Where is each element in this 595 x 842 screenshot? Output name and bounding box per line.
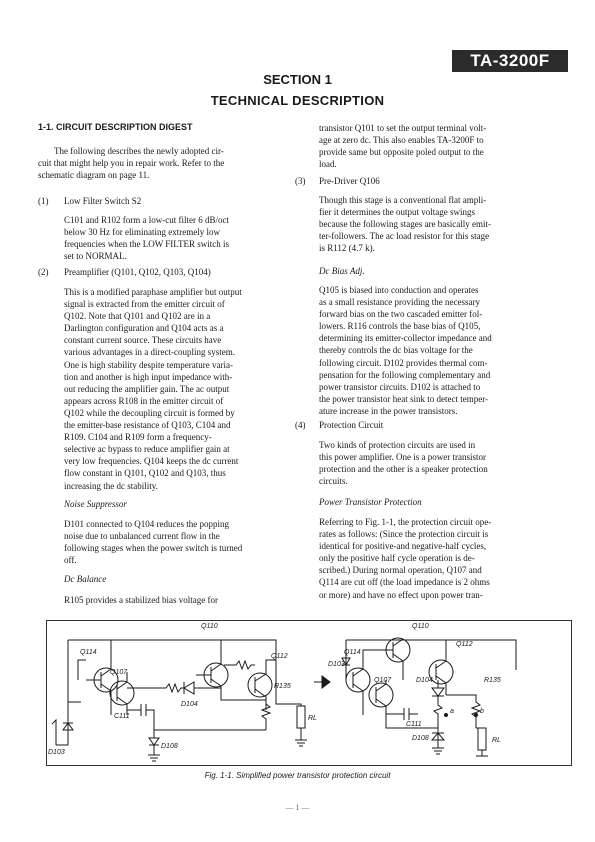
text-line: Q105 is biased into conduction and operates bbox=[319, 285, 479, 295]
text-line: off. bbox=[64, 555, 77, 566]
label-rl: RL bbox=[492, 737, 501, 744]
text-line: Though this stage is a conventional flat ampli- bbox=[319, 195, 487, 205]
text-line: noise due to unbalanced current flow in the bbox=[64, 531, 220, 542]
label-d108: D108 bbox=[161, 743, 178, 750]
text-line: because the following stages are basically emit- bbox=[319, 219, 491, 230]
resistor-rl bbox=[478, 728, 486, 750]
item-number: (1) bbox=[38, 196, 49, 206]
text-line: rates as follows: (Since the protection circuit is bbox=[319, 529, 489, 540]
continuation-paragraph bbox=[319, 122, 557, 170]
text-line: below 30 Hz for eliminating extremely low bbox=[64, 227, 220, 238]
text-line: This is a modified paraphase amplifier but output bbox=[64, 287, 242, 297]
bias-heading: Dc Bias Adj. bbox=[319, 266, 365, 276]
item-heading: Low Filter Switch S2 bbox=[64, 196, 142, 206]
text-line: cuit that might help you in repair work. Refer to the bbox=[38, 158, 225, 169]
text-line: The following describes the newly adopted cir- bbox=[54, 146, 224, 156]
text-line: tion and another is high input impedance with- bbox=[64, 371, 233, 382]
text-line: Referring to Fig. 1-1, the protection circuit ope- bbox=[319, 517, 492, 527]
text-line: fier it determines the output voltage swings bbox=[319, 207, 475, 218]
text-line: ature increase in the power transistors. bbox=[319, 405, 458, 416]
noise-heading: Noise Suppressor bbox=[64, 499, 127, 509]
noise-paragraph bbox=[64, 518, 268, 566]
text-line: only the positive half cycle operation is de- bbox=[319, 553, 475, 564]
label-d104: D104 bbox=[181, 701, 198, 708]
capacitor-c111 bbox=[386, 708, 418, 720]
resistor-r135 bbox=[262, 700, 270, 730]
item-heading: Preamplifier (Q101, Q102, Q103, Q104) bbox=[64, 267, 211, 277]
label-q110: Q110 bbox=[412, 623, 429, 630]
text-line: or more) and have no effect upon power tran- bbox=[319, 589, 483, 600]
label-q112: Q112 bbox=[456, 641, 473, 648]
label-d103: D103 bbox=[48, 749, 65, 756]
item-heading: Pre-Driver Q106 bbox=[319, 176, 380, 186]
text-line: load. bbox=[319, 159, 337, 170]
item-number: (3) bbox=[295, 176, 306, 186]
protection-circuit-schematic bbox=[46, 620, 572, 766]
diode-d104 bbox=[184, 682, 194, 694]
transistor-q107 bbox=[369, 683, 393, 707]
model-badge: TA-3200F bbox=[452, 50, 568, 72]
protection-heading: Power Transistor Protection bbox=[319, 497, 422, 507]
label-q107: Q107 bbox=[110, 669, 128, 676]
text-line: as a small resistance providing the necessary bbox=[319, 297, 480, 308]
text-line: increasing the dc stability. bbox=[64, 480, 158, 491]
text-line: set to NORMAL. bbox=[64, 251, 127, 262]
text-line: very low frequencies. Q104 keeps the dc current bbox=[64, 456, 239, 467]
resistor-rl bbox=[297, 706, 305, 728]
text-line: lowers. R116 controls the base bias of Q105, bbox=[319, 321, 481, 332]
text-line: Q102 while the decoupling circuit is formed by bbox=[64, 407, 235, 418]
text-line: signal is extracted from the emitter circuit of bbox=[64, 299, 225, 310]
text-line: R105 provides a stabilized bias voltage for bbox=[64, 595, 218, 605]
label-d103: D103 bbox=[328, 661, 345, 668]
item4-paragraph bbox=[319, 439, 557, 487]
text-line: this power amplifier. One is a power transistor bbox=[319, 452, 486, 463]
text-line: Two kinds of protection circuits are used in bbox=[319, 440, 476, 450]
item2-paragraph bbox=[64, 286, 268, 492]
dc-balance-heading: Dc Balance bbox=[64, 574, 107, 584]
text-line: circuits. bbox=[319, 476, 348, 487]
text-line: transistor Q101 to set the output terminal volt- bbox=[319, 123, 487, 133]
label-r135: R135 bbox=[274, 683, 291, 690]
text-line: thereby controls the dc bias voltage for the bbox=[319, 345, 473, 356]
text-line: out reducing the amplifier gain. The ac output bbox=[64, 383, 230, 394]
item1-paragraph bbox=[64, 214, 268, 262]
label-rl: RL bbox=[308, 715, 317, 722]
text-line: constant current source. These circuits have bbox=[64, 335, 222, 346]
figure-caption: Fig. 1-1. Simplified power transistor protection circuit bbox=[204, 771, 391, 780]
diode-d103 bbox=[52, 702, 81, 745]
item-number: (4) bbox=[295, 420, 306, 430]
label-r135: R135 bbox=[484, 677, 501, 684]
transistor-q112 bbox=[248, 673, 272, 697]
text-line: scribed.) During normal operation, Q107 and bbox=[319, 565, 482, 576]
label-q114: Q114 bbox=[80, 649, 97, 656]
text-line: provide same but opposite poled output to the bbox=[319, 147, 484, 158]
page-number: — 1 — bbox=[285, 803, 310, 812]
text-line: flow constant in Q101, Q102 and Q103, thus bbox=[64, 468, 226, 479]
diode-d108 bbox=[148, 730, 160, 761]
text-line: following circuit. D102 provides thermal com- bbox=[319, 357, 488, 368]
label-node-b: b bbox=[480, 708, 484, 715]
text-line: Q114 are cut off (the load impedance is 2 ohms bbox=[319, 577, 490, 588]
diode-d104 bbox=[432, 680, 444, 728]
label-c111: C111 bbox=[406, 721, 422, 728]
text-line: R109. C104 and R109 form a frequency- bbox=[64, 432, 212, 443]
text-line: is R112 (4.7 k). bbox=[319, 243, 375, 254]
text-line: age at zero dc. This also enables TA-3200F to bbox=[319, 135, 484, 146]
item-number: (2) bbox=[38, 267, 49, 277]
text-line: pensation for the following complementary and bbox=[319, 369, 491, 380]
text-line: identical for positive-and negative-half cycles, bbox=[319, 541, 487, 552]
dc-balance-paragraph bbox=[64, 594, 268, 606]
label-q112: Q112 bbox=[271, 653, 288, 660]
intro-paragraph bbox=[38, 145, 268, 181]
subsection-heading: 1-1. CIRCUIT DESCRIPTION DIGEST bbox=[38, 122, 193, 132]
text-line: schematic diagram on page 11. bbox=[38, 170, 150, 181]
label-q110: Q110 bbox=[201, 623, 218, 630]
text-line: determining its emitter-collector impedance and bbox=[319, 333, 492, 344]
label-q114: Q114 bbox=[344, 649, 361, 656]
label-node-a: a bbox=[450, 708, 454, 715]
text-line: power transistor circuits. D102 is attached to bbox=[319, 381, 481, 392]
label-d104: D104 bbox=[416, 677, 433, 684]
text-line: frequencies when the LOW FILTER switch is bbox=[64, 239, 229, 250]
transistor-q107 bbox=[110, 681, 134, 705]
text-line: the power transistor heat sink to detect temper- bbox=[319, 393, 489, 404]
text-line: protection and the other is a speaker protection bbox=[319, 464, 488, 475]
text-line: forward bias on the two cascaded emitter fol- bbox=[319, 309, 483, 320]
arrow-icon bbox=[314, 676, 330, 688]
left-circuit bbox=[52, 640, 307, 761]
section-number: SECTION 1 bbox=[263, 72, 332, 87]
right-circuit bbox=[342, 638, 516, 756]
text-line: D101 connected to Q104 reduces the popping bbox=[64, 519, 229, 529]
label-d108: D108 bbox=[412, 735, 429, 742]
text-line: Q102. Note that Q101 and Q102 are in a bbox=[64, 311, 211, 322]
protection-paragraph bbox=[319, 516, 557, 601]
text-line: ter-followers. The ac load resistor for this stage bbox=[319, 231, 490, 242]
diode-d108 bbox=[432, 728, 444, 754]
item3-paragraph bbox=[319, 194, 557, 254]
text-line: selective ac bypass to reduce amplifier gain at bbox=[64, 444, 230, 455]
label-c111: C111 bbox=[114, 713, 130, 720]
text-line: appears across R108 in the emitter circuit of bbox=[64, 395, 224, 406]
text-line: following stages when the power switch is turned bbox=[64, 543, 243, 554]
text-line: One is high stability despite temperature varia- bbox=[64, 359, 233, 370]
label-q107: Q107 bbox=[374, 677, 392, 684]
text-line: C101 and R102 form a low-cut filter 6 dB/oct bbox=[64, 215, 229, 225]
transistor-q114 bbox=[346, 668, 370, 692]
item-heading: Protection Circuit bbox=[319, 420, 384, 430]
bias-paragraph bbox=[319, 284, 557, 417]
text-line: the emitter-base resistance of Q103, C104 and bbox=[64, 420, 231, 431]
text-line: Darlington configuration and Q104 acts as a bbox=[64, 323, 224, 334]
text-line: various advantages in a direct-coupling system. bbox=[64, 347, 235, 358]
section-title: TECHNICAL DESCRIPTION bbox=[210, 93, 385, 108]
